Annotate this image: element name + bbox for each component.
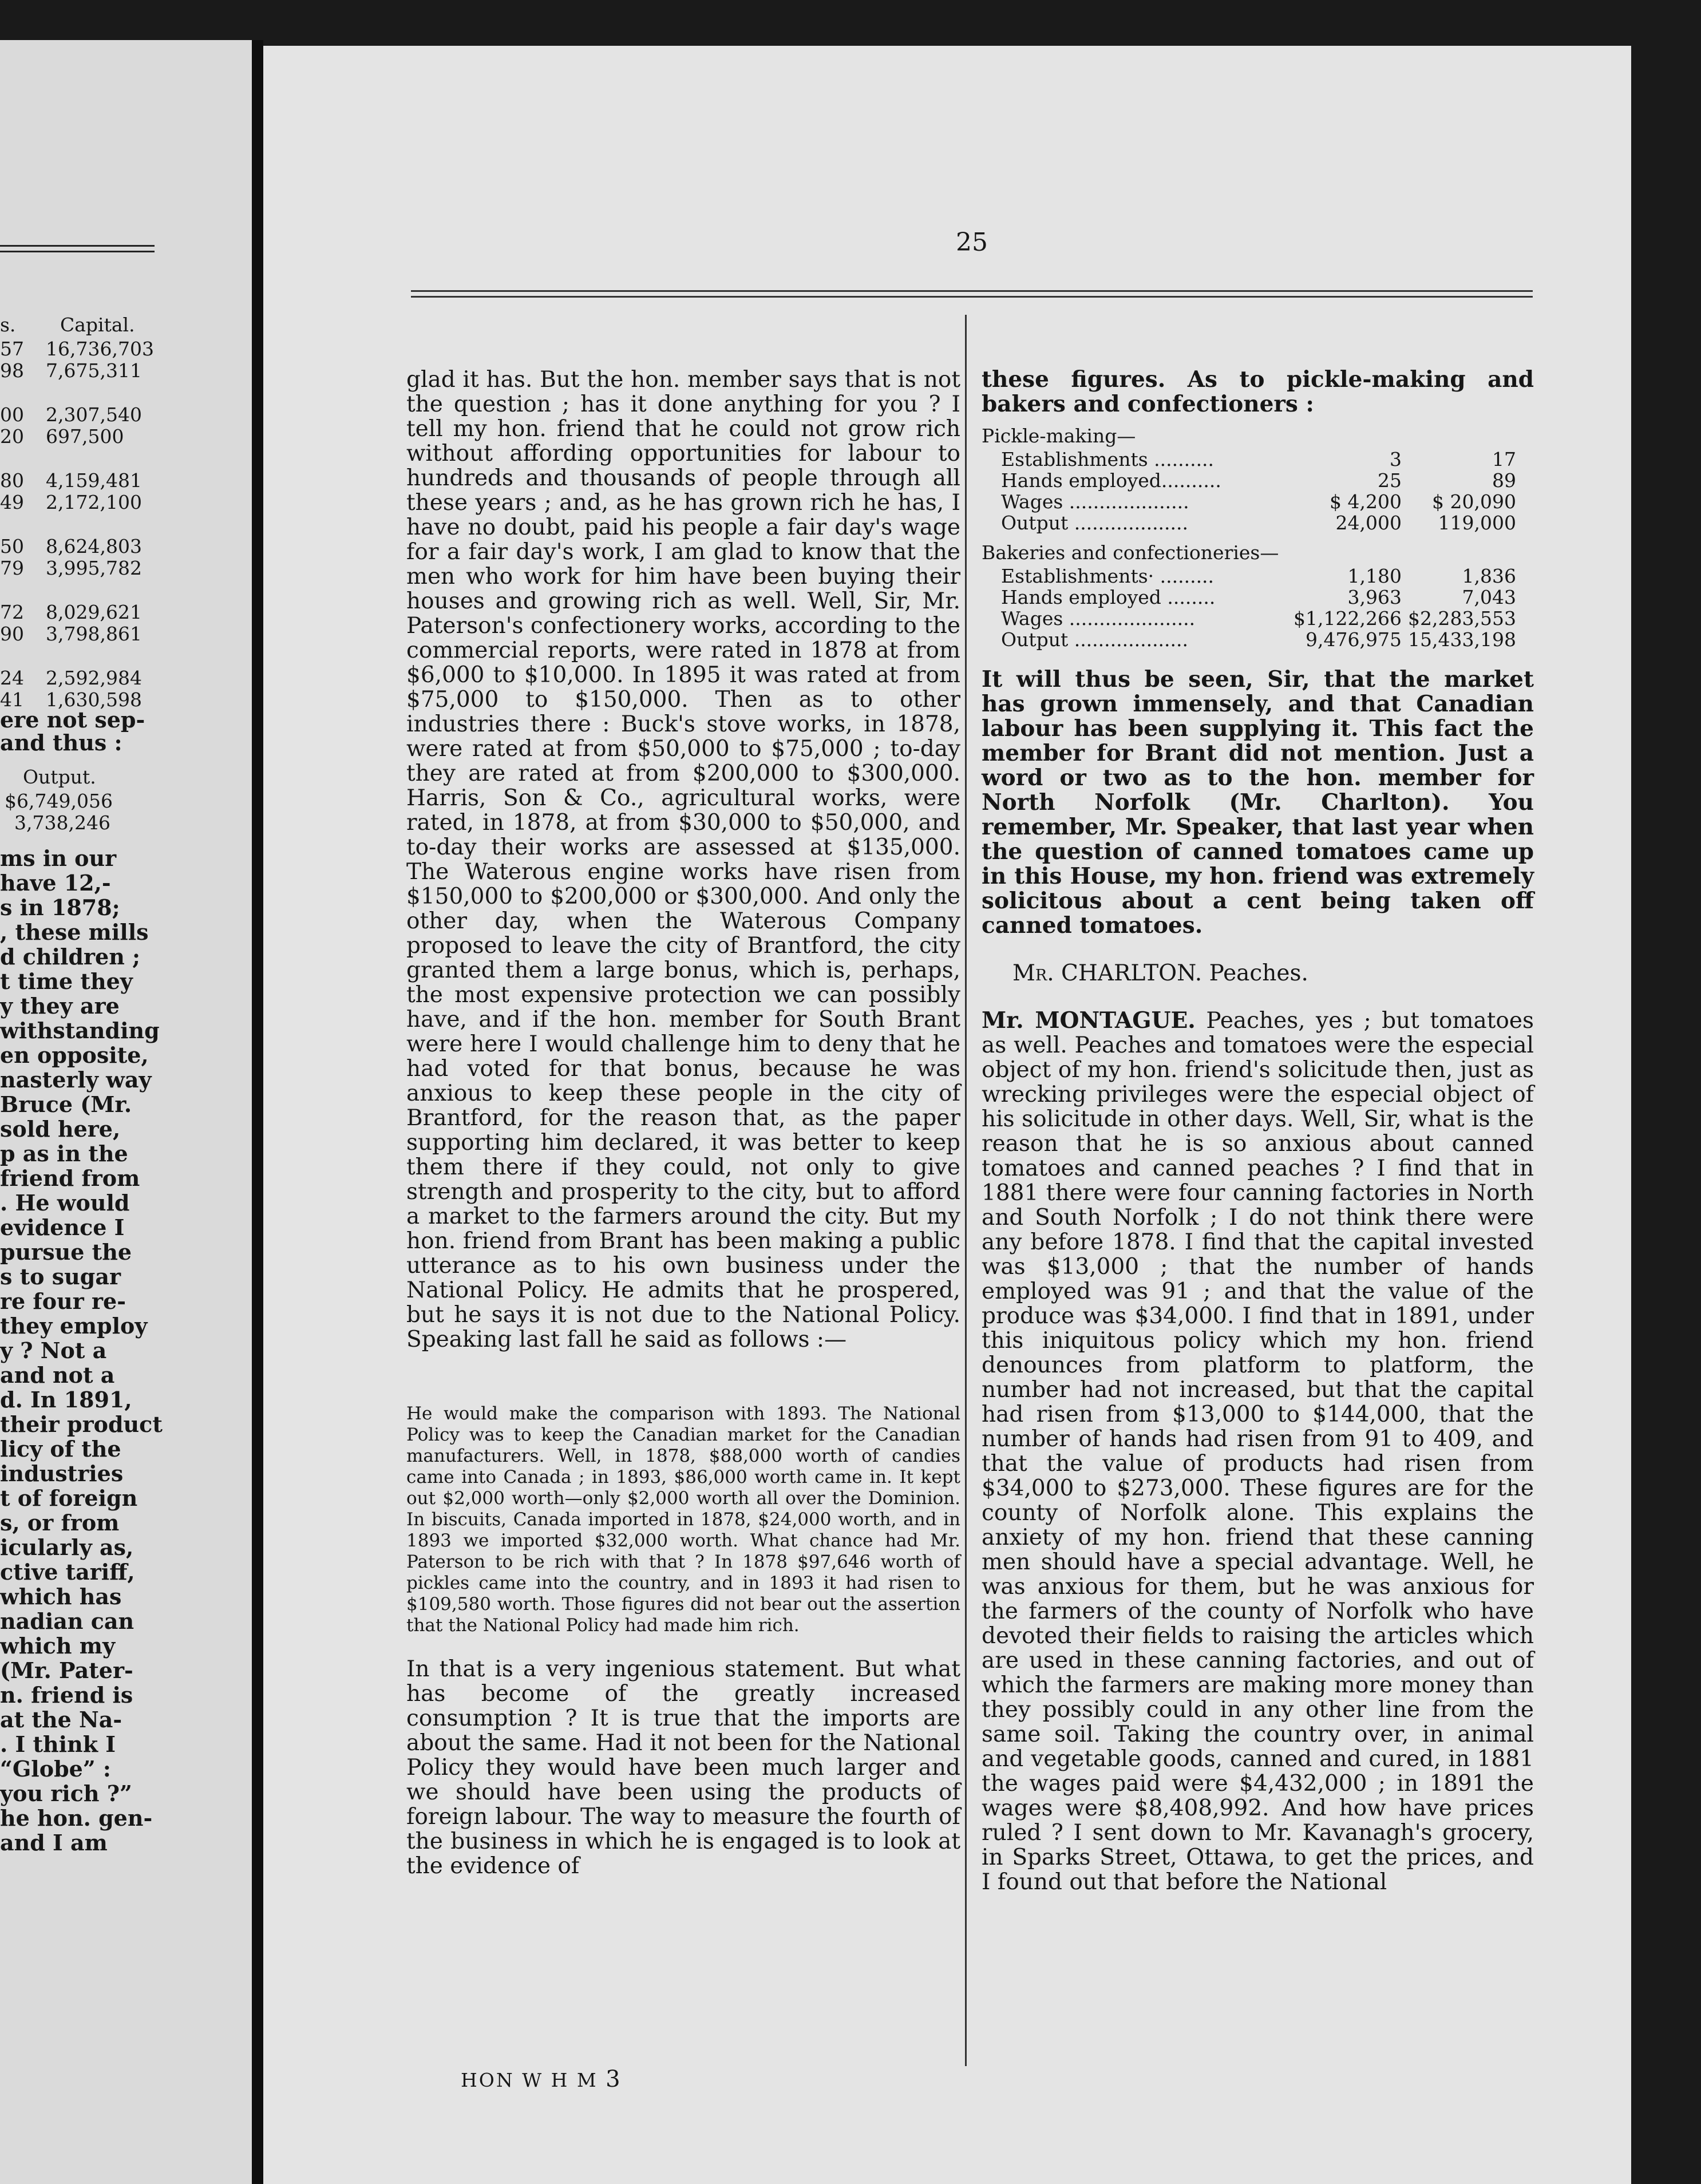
left-row-label: 90 bbox=[0, 623, 24, 645]
left-text-line: have 12,- bbox=[0, 870, 111, 896]
left-row-capital: 3,798,861 bbox=[46, 623, 142, 645]
row-label: Output ................... bbox=[1001, 628, 1189, 651]
left-text-line: . He would bbox=[0, 1190, 130, 1216]
left-row-label: 57 bbox=[0, 338, 24, 360]
left-text-line: friend from bbox=[0, 1165, 140, 1191]
stats-row bbox=[1001, 470, 1516, 491]
value-1878: 3,963 bbox=[1347, 586, 1402, 608]
footer-sheet-number: 3 bbox=[606, 2066, 622, 2092]
speaker-name: Mr. MONTAGUE. bbox=[982, 1007, 1196, 1034]
left-row-label: 79 bbox=[0, 557, 24, 579]
left-text-line: s in 1878; bbox=[0, 895, 120, 920]
left-column bbox=[406, 367, 960, 1878]
left-row-label: 98 bbox=[0, 359, 24, 382]
left-row-label: 20 bbox=[0, 425, 24, 448]
paragraph: It will thus be seen, Sir, that the market has grown immensely, and that Canadian labour has been supplying it. This fact the member for Brant did not mention. Just a word or two as to the hon. member for North Norfolk (Mr. Charlton). You remember, Mr. Speaker, that last year when the question of canned tomatoes came up in this House, my hon. friend was extremely solicitous about a cent being taken off canned tomatoes. bbox=[982, 666, 1534, 939]
left-capital-header: Capital. bbox=[60, 314, 135, 336]
left-text-line: t time they bbox=[0, 968, 133, 994]
left-row-label: 72 bbox=[0, 601, 24, 623]
left-row-capital: 1,630,598 bbox=[46, 689, 142, 711]
left-text-line: ms in our bbox=[0, 845, 117, 871]
left-text-line: nadian can bbox=[0, 1608, 135, 1634]
left-row-capital: 4,159,481 bbox=[46, 469, 142, 492]
left-text-line: at the Na- bbox=[0, 1707, 122, 1732]
stats-row bbox=[1001, 608, 1516, 629]
left-text-line: en opposite, bbox=[0, 1042, 149, 1068]
left-text-line: y ? Not a bbox=[0, 1338, 107, 1363]
pickle-making-label: Pickle-making— bbox=[982, 425, 1136, 447]
left-text-line: Bruce (Mr. bbox=[0, 1091, 132, 1117]
right-column bbox=[982, 367, 1534, 1894]
left-header: s. bbox=[0, 314, 16, 336]
left-output-value: 3,738,246 bbox=[14, 812, 110, 834]
left-header-rule bbox=[0, 245, 155, 247]
pickle-making-table bbox=[1001, 449, 1516, 533]
left-row-capital: 7,675,311 bbox=[46, 359, 142, 382]
row-label: Establishments .......... bbox=[1001, 448, 1215, 470]
left-text-line: industries bbox=[0, 1461, 124, 1486]
left-text-line: their product bbox=[0, 1411, 163, 1437]
quoted-passage: He would make the comparison with 1893. The National Policy was to keep the Canadian market for the Canadian manufacturers. Well, in 1878, $88,000 worth of candies came into Canada ; in 1893, $86,000 worth came in. It kept out $2,000 worth—only $2,000 worth all over the Dominion. In biscuits, Canada imported in 1878, $24,000 worth, and in 1893 we imported $32,000 worth. What chance had Mr. Paterson to be rich with that ? In 1878 $97,646 worth of pickles came into the country, and in 1893 it had risen to $109,580 worth. Those figures did not bear out the assertion that the National Policy had made him rich. bbox=[406, 1403, 960, 1636]
footer-signature bbox=[461, 2066, 622, 2092]
value-1891: 7,043 bbox=[1462, 586, 1516, 608]
left-text-line: withstanding bbox=[0, 1018, 160, 1043]
left-row-label: 49 bbox=[0, 491, 24, 513]
left-row-label: 41 bbox=[0, 689, 24, 711]
value-1878: 9,476,975 bbox=[1306, 628, 1402, 651]
left-output-header: Output. bbox=[23, 766, 96, 788]
paragraph: In that is a very ingenious statement. But what has become of the greatly increased consumption ? It is true that the imports are about the same. Had it not been for the National Policy they would have been much larger and we should have been using the products of foreign labour. The way to measure the fourth of the business in which he is engaged is to look at the evidence of bbox=[406, 1656, 960, 1879]
value-1891: 89 bbox=[1492, 469, 1516, 492]
left-row-capital: 8,624,803 bbox=[46, 535, 142, 557]
left-row-label: 00 bbox=[0, 403, 24, 426]
row-label: Wages .................... bbox=[1001, 490, 1189, 513]
left-text-line: and thus : bbox=[0, 730, 122, 755]
row-label: Establishments· ......... bbox=[1001, 565, 1215, 587]
left-page-fragment bbox=[0, 40, 252, 2184]
value-1878: 1,180 bbox=[1347, 565, 1402, 587]
left-text-line: “Globe” : bbox=[0, 1756, 111, 1782]
intro-text: these figures. As to pickle-making and bakers and confectioners : bbox=[982, 366, 1534, 417]
left-text-line: , these mills bbox=[0, 919, 149, 945]
stats-row bbox=[1001, 565, 1516, 587]
value-1878: 3 bbox=[1390, 448, 1402, 470]
left-text-line: . I think I bbox=[0, 1731, 116, 1757]
left-text-line: re four re- bbox=[0, 1288, 126, 1314]
speech-text: Peaches, yes ; but tomatoes as well. Peaches and tomatoes were the especial object of my hon. friend's solicitude then, just as wrecking privileges were the especial object of his solicitude in other days. Well, Sir, what is the reason that he is so anxious about canned tomatoes and canned peaches ? I find that in 1881 there were four canning factories in North and South Norfolk ; I do not think there were any before 1878. I find that the capital invested was $13,000 ; that the number of hands employed was 91 ; and that the value of the produce was $34,000. I find that in 1891, under this iniquitous policy which my hon. friend denounces from platform to platform, the number had not increased, but that the capital had risen from $13,000 to $144,000, that the number of hands had risen from 91 to 409, and that the value of products had risen from $34,000 to $273,000. These figures are for the county of Norfolk alone. This explains the anxiety of my hon. friend that these canning men should have a special advantage. Well, he was anxious for them, but he was anxious for the farmers of the county of Norfolk who have devoted their fields to raising the articles which are used in these canning factories, and out of which the farmers are making more money than they possibly could in any other line from the same soil. Taking the country over, in animal and vegetable goods, canned and cured, in 1881 the wages paid were $4,432,000 ; in 1891 the wages were $8,408,992. And how have prices ruled ? I sent down to Mr. Kavanagh's grocery, in Sparks Street, Ottawa, to get the prices, and I found out that before the National bbox=[982, 1008, 1534, 1895]
speaker-name: Mr. CHARLTON. bbox=[1012, 960, 1202, 986]
value-1891: 15,433,198 bbox=[1408, 628, 1516, 651]
value-1878: $1,122,266 bbox=[1293, 607, 1402, 630]
row-label: Hands employed.......... bbox=[1001, 469, 1221, 492]
stats-row bbox=[1001, 512, 1516, 533]
left-text-line: which has bbox=[0, 1584, 122, 1609]
left-row-capital: 697,500 bbox=[46, 425, 124, 448]
left-text-line: s to sugar bbox=[0, 1264, 121, 1289]
left-text-line: and not a bbox=[0, 1362, 115, 1388]
left-header-rule-2 bbox=[0, 251, 155, 252]
bakeries-label: Bakeries and confectioneries— bbox=[982, 541, 1279, 564]
stats-row bbox=[1001, 449, 1516, 470]
left-text-line: sold here, bbox=[0, 1116, 121, 1142]
left-row-capital: 3,995,782 bbox=[46, 557, 142, 579]
left-text-line: ctive tariff, bbox=[0, 1559, 135, 1585]
left-row-capital: 2,307,540 bbox=[46, 403, 142, 426]
left-output-value: $6,749,056 bbox=[5, 790, 113, 812]
column-divider bbox=[965, 315, 967, 2066]
row-label: Output ................... bbox=[1001, 512, 1189, 534]
page-gutter bbox=[252, 40, 263, 2184]
left-text-line: you rich ?” bbox=[0, 1781, 132, 1806]
value-1891: 17 bbox=[1492, 448, 1516, 470]
bakeries-table bbox=[1001, 565, 1516, 650]
left-text-line: d. In 1891, bbox=[0, 1387, 132, 1413]
left-row-capital: 8,029,621 bbox=[46, 601, 142, 623]
header-rule bbox=[411, 290, 1533, 292]
left-text-line: icularly as, bbox=[0, 1534, 134, 1560]
left-text-line: n. friend is bbox=[0, 1682, 133, 1708]
left-row-capital: 2,172,100 bbox=[46, 491, 142, 513]
page bbox=[263, 46, 1631, 2184]
left-text-line: (Mr. Pater- bbox=[0, 1657, 133, 1683]
left-text-line: s, or from bbox=[0, 1510, 120, 1536]
value-1891: 119,000 bbox=[1438, 512, 1516, 534]
value-1891: $ 20,090 bbox=[1432, 490, 1516, 513]
header-rule-2 bbox=[411, 296, 1533, 298]
left-text-line: d children ; bbox=[0, 944, 141, 970]
row-label: Hands employed ........ bbox=[1001, 586, 1216, 608]
left-text-line: y they are bbox=[0, 993, 120, 1019]
value-1878: $ 4,200 bbox=[1330, 490, 1402, 513]
charlton-remark bbox=[1012, 961, 1534, 986]
left-text-line: p as in the bbox=[0, 1141, 128, 1166]
left-text-line: and I am bbox=[0, 1830, 108, 1855]
left-text-line: pursue the bbox=[0, 1239, 132, 1265]
value-1891: 1,836 bbox=[1462, 565, 1516, 587]
left-text-line: t of foreign bbox=[0, 1485, 138, 1511]
left-row-label: 50 bbox=[0, 535, 24, 557]
stats-row bbox=[1001, 629, 1516, 650]
left-row-capital: 16,736,703 bbox=[46, 338, 154, 360]
row-label: Wages ..................... bbox=[1001, 607, 1196, 630]
paragraph: glad it has. But the hon. member says that is not the question ; has it done anything for you ? I tell my hon. friend that he could not grow rich without affording opportunities for labour to hundreds and thousands of people through all these years ; and, as he has grown rich he has, I have no doubt, paid his people a fair day's wage for a fair day's work, I am glad to know that the men who work for him have been buying their houses and growing rich as well. Well, Sir, Mr. Paterson's confectionery works, according to the commercial reports, were rated in 1878 at from $6,000 to $10,000. In 1895 it was rated at from $75,000 to $150,000. Then as to other industries there : Buck's stove works, in 1878, were rated at from $50,000 to $75,000 ; to-day they are rated at from $200,000 to $300,000. Harris, Son & Co., agricultural works, were rated, in 1878, at from $30,000 to $50,000, and to-day their works are assessed at $135,000. The Waterous engine works have risen from $150,000 to $200,000 or $300,000. And only the other day, when the Waterous Company proposed to leave the city of Brantford, the city granted them a large bonus, which is, perhaps, the most expensive protection we can possibly have, and if the hon. member for South Brant were here I would challenge him to deny that he had voted for that bonus, because he was anxious to keep these people in the city of Brantford, for the reason that, as the paper supporting him declared, it was better to keep them there if they could, not only to give strength and prosperity to the city, but to afford a market to the farmers around the city. But my hon. friend from Brant has been making a public utterance as to his own business under the National Policy. He admits that he prospered, but he says it is not due to the National Policy. Speaking last fall he said as follows :— bbox=[406, 367, 960, 1352]
left-text-line: they employ bbox=[0, 1313, 148, 1339]
montague-speech bbox=[982, 1008, 1534, 1894]
left-text-line: he hon. gen- bbox=[0, 1805, 153, 1831]
value-1891: $2,283,553 bbox=[1408, 607, 1516, 630]
value-1878: 24,000 bbox=[1335, 512, 1402, 534]
page-number: 25 bbox=[956, 228, 988, 257]
left-text-line: ere not sep- bbox=[0, 707, 145, 733]
left-text-line: which my bbox=[0, 1633, 116, 1659]
stats-row bbox=[1001, 491, 1516, 512]
left-row-label: 80 bbox=[0, 469, 24, 492]
footer-initials: HON W H M bbox=[461, 2069, 598, 2091]
left-row-capital: 2,592,984 bbox=[46, 667, 142, 689]
remark-text: Peaches. bbox=[1209, 960, 1308, 986]
left-text-line: nasterly way bbox=[0, 1067, 152, 1093]
left-row-label: 24 bbox=[0, 667, 24, 689]
stats-row bbox=[1001, 587, 1516, 608]
left-text-line: evidence I bbox=[0, 1214, 125, 1240]
left-text-line: licy of the bbox=[0, 1436, 121, 1462]
value-1878: 25 bbox=[1378, 469, 1402, 492]
